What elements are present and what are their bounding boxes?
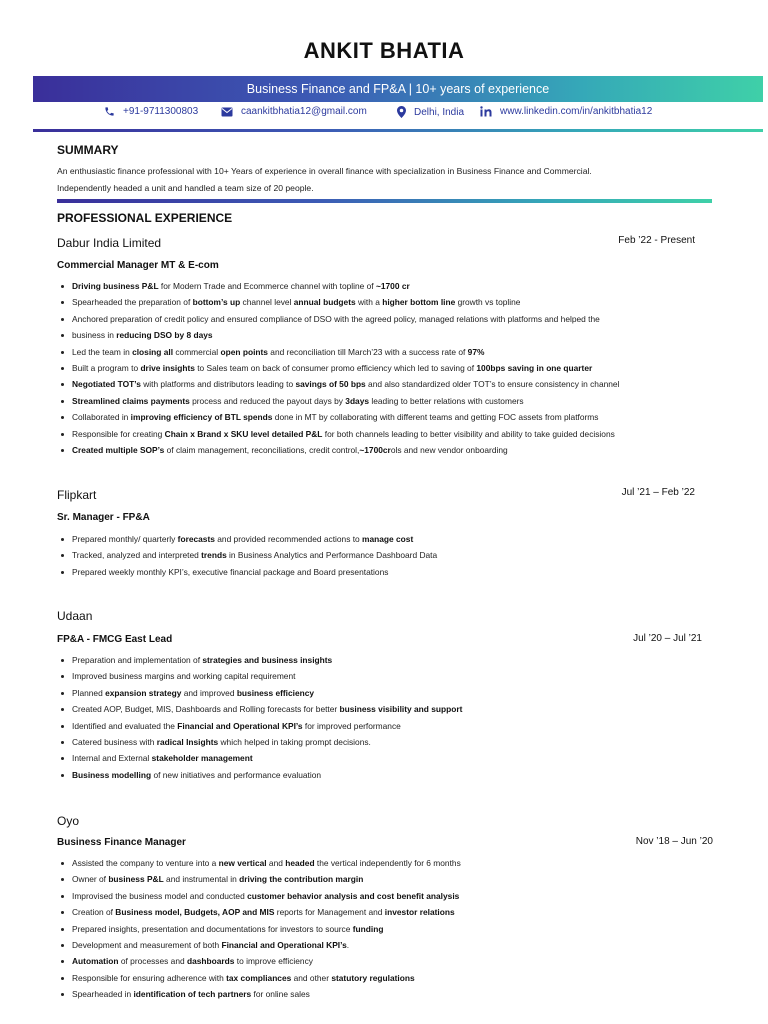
bullet-item — [57, 278, 717, 294]
bullet-text: and provided recommended actions to — [214, 534, 363, 544]
bullet-text: business in — [72, 330, 117, 341]
bullet-text: and other — [291, 972, 332, 983]
contact-phone[interactable] — [104, 106, 198, 117]
bullet-text: Improved business margins and working capital requirement — [72, 671, 296, 682]
bullet-text: to Sales team on back of consumer promo efficiency which led to saving of — [194, 363, 477, 374]
bullet-text: with platforms and distributors leading to — [140, 379, 296, 390]
bullet-text: done in MT by collaborating with different teams and getting FOC assets from platforms — [272, 412, 599, 423]
bullet-emphasis: dashboards — [186, 956, 235, 967]
bullet-item — [57, 344, 717, 360]
bullet-emphasis: strategies and business insights — [202, 655, 333, 665]
bullet-item — [57, 685, 717, 701]
bullet-text: Spearheaded in — [72, 989, 134, 1000]
bullet-item — [57, 442, 717, 458]
bullet-emphasis: improving efficiency of BTL spends — [130, 412, 273, 423]
bullet-text: the vertical independently for 6 months — [314, 858, 461, 868]
bullet-text: Prepared monthly/ quarterly — [72, 534, 178, 544]
bullet-text: Owner of — [72, 874, 109, 885]
bullet-text: of new initiatives and performance evaluation — [151, 769, 322, 780]
bullet-item — [57, 750, 717, 766]
bullet-text: for both channels leading to better visibility and ability to take guided decisions — [322, 428, 615, 439]
bullet-text: Tracked, analyzed and interpreted — [72, 550, 202, 561]
job-role: Sr. Manager - FP&A — [57, 512, 150, 523]
bullet-text: Prepared insights, presentation and documentations for investors to source — [72, 923, 353, 934]
bullet-text: Planned — [72, 687, 106, 698]
bullet-emphasis: 3days — [345, 395, 370, 406]
company-name: Udaan — [57, 609, 93, 623]
bullet-emphasis: business efficiency — [236, 687, 315, 698]
bullet-emphasis: Created multiple SOP’s — [72, 445, 165, 456]
bullet-text: Identified and evaluated the — [72, 720, 178, 731]
bullet-text: leading to better relations with customers — [369, 395, 524, 406]
job-bullets — [57, 278, 717, 458]
contact-email[interactable] — [221, 106, 367, 117]
bullet-emphasis: headed — [285, 858, 315, 868]
job-role: Business Finance Manager — [57, 837, 186, 848]
bullet-emphasis: ~1700cr — [359, 445, 391, 456]
bullet-item — [57, 393, 717, 409]
contact-linkedin[interactable] — [480, 106, 652, 117]
company-name: Dabur India Limited — [57, 236, 162, 250]
bullet-emphasis: Negotiated TOT’s — [72, 379, 141, 390]
bullet-emphasis: higher bottom line — [382, 297, 456, 308]
summary-line: An enthusiastic finance professional with 10+ Years of experience in overall finance with specialization in Business Finance and Commercial. — [57, 166, 592, 176]
bullet-item — [57, 327, 717, 343]
phone-icon — [104, 106, 115, 117]
bullet-emphasis: customer behavior analysis and cost benefit analysis — [247, 890, 460, 901]
bullet-emphasis: business visibility and support — [339, 704, 463, 715]
bullet-item — [57, 871, 717, 887]
bullet-emphasis: ~1700 cr — [375, 281, 410, 291]
bullet-text: channel level — [240, 297, 294, 308]
bullet-text: Internal and External — [72, 753, 152, 764]
bullet-text: Development and measurement of both — [72, 940, 222, 951]
contact-location — [397, 106, 464, 118]
bullet-item — [57, 767, 717, 783]
bullet-text: and instrumental in — [163, 874, 240, 885]
bullet-text: commercial — [173, 346, 221, 357]
bullet-emphasis: annual budgets — [293, 297, 356, 308]
bullet-emphasis: Business model, Budgets, AOP and MIS — [115, 907, 275, 918]
bullet-emphasis: Business modelling — [72, 769, 152, 780]
bullet-text: Anchored preparation of credit policy and ensured compliance of DSO with the agreed policy, managed relations with platforms and helped the — [72, 313, 600, 324]
bullet-emphasis: 100bps saving in one quarter — [476, 363, 593, 374]
bullet-item — [57, 426, 717, 442]
job-role: FP&A - FMCG East Lead — [57, 634, 173, 645]
bullet-item — [57, 970, 717, 986]
bullet-text: Collaborated in — [72, 412, 131, 423]
linkedin-icon — [480, 106, 492, 117]
bullet-item — [57, 531, 717, 547]
email-text: caankitbhatia12@gmail.com — [241, 106, 367, 117]
bullet-text: for online sales — [251, 989, 310, 1000]
bullet-item — [57, 921, 717, 937]
bullet-text: of claim management, reconciliations, credit control, — [164, 445, 360, 456]
company-name: Oyo — [57, 814, 80, 828]
bullet-text: Improvised the business model and conducted — [72, 890, 248, 901]
bullet-emphasis: Financial and Operational KPI’s — [221, 940, 347, 951]
bullet-text: Responsible for ensuring adherence with — [72, 972, 227, 983]
bullet-item — [57, 409, 717, 425]
bullet-emphasis: open points — [220, 346, 268, 357]
bullet-text: in Business Analytics and Performance Dashboard Data — [226, 550, 438, 561]
phone-text: +91-9711300803 — [123, 106, 199, 117]
bullet-emphasis: expansion strategy — [105, 687, 182, 698]
bullet-text: of processes and — [118, 956, 187, 967]
bullet-emphasis: driving the contribution margin — [239, 874, 364, 885]
bullet-text: with a — [355, 297, 383, 308]
bullet-text: process and reduced the payout days by — [189, 395, 346, 406]
bullet-emphasis: stakeholder management — [151, 753, 253, 764]
bullet-text: Assisted the company to venture into a — [72, 858, 219, 868]
bullet-emphasis: drive insights — [140, 363, 195, 374]
bullet-emphasis: identification of tech partners — [133, 989, 252, 1000]
bullet-text: for improved performance — [302, 720, 401, 731]
bullet-emphasis: closing all — [132, 346, 174, 357]
job-dates: Feb ’22 - Present — [618, 235, 695, 246]
bullet-text: which helped in taking prompt decisions. — [218, 737, 371, 748]
bullet-emphasis: bottom’s up — [192, 297, 241, 308]
contact-bar — [0, 106, 768, 122]
bullet-text: Preparation and implementation of — [72, 655, 203, 665]
bullet-item — [57, 734, 717, 750]
bullet-item — [57, 376, 717, 392]
bullet-text: . — [346, 940, 350, 951]
bullet-emphasis: Financial and Operational KPI’s — [177, 720, 303, 731]
bullet-item — [57, 937, 717, 953]
bullet-item — [57, 904, 717, 920]
bullet-item — [57, 718, 717, 734]
bullet-text: growth vs topline — [455, 297, 521, 308]
bullet-text: Responsible for creating — [72, 428, 165, 439]
bullet-emphasis: savings of 50 bps — [295, 379, 366, 390]
bullet-item — [57, 701, 717, 717]
bullet-emphasis: 97% — [467, 346, 485, 357]
header-divider — [33, 129, 763, 132]
bullet-text: to improve efficiency — [234, 956, 313, 967]
job-dates: Jul ’20 – Jul ’21 — [633, 633, 702, 644]
bullet-text: Built a program to — [72, 363, 141, 374]
bullet-emphasis: Automation — [72, 956, 119, 967]
job-bullets — [57, 531, 717, 580]
bullet-item — [57, 311, 717, 327]
bullet-text: ols and new vendor onboarding — [390, 445, 508, 456]
bullet-text: Prepared weekly monthly KPI’s, executive financial package and Board presentations — [72, 566, 389, 577]
summary-text — [57, 163, 707, 196]
bullet-text: and also standardized older TOT’s to ensure consistency in channel — [365, 379, 620, 390]
job-dates: Jul ’21 – Feb ’22 — [621, 487, 695, 498]
bullet-emphasis: reducing DSO by 8 days — [116, 330, 213, 341]
bullet-emphasis: forecasts — [177, 534, 215, 544]
bullet-emphasis: business P&L — [108, 874, 164, 885]
bullet-item — [57, 547, 717, 563]
bullet-item — [57, 855, 717, 871]
location-pin-icon — [397, 106, 406, 118]
bullet-text: for Modern Trade and Ecommerce channel with topline of — [158, 281, 376, 291]
candidate-name: ANKIT BHATIA — [303, 38, 465, 63]
bullet-text: Creation of — [72, 907, 116, 918]
bullet-text: Led the team in — [72, 346, 133, 357]
bullet-emphasis: Driving business P&L — [72, 281, 159, 291]
bullet-text: Created AOP, Budget, MIS, Dashboards and Rolling forecasts for better — [72, 704, 340, 715]
bullet-text: Spearheaded the preparation of — [72, 297, 193, 308]
bullet-emphasis: Chain x Brand x SKU level detailed P&L — [164, 428, 323, 439]
job-bullets — [57, 652, 717, 783]
bullet-item — [57, 953, 717, 969]
bullet-text: Catered business with — [72, 737, 157, 748]
company-name: Flipkart — [57, 488, 97, 502]
mail-icon — [221, 107, 233, 117]
bullet-emphasis: investor relations — [384, 907, 455, 918]
bullet-item — [57, 360, 717, 376]
summary-heading: SUMMARY — [57, 143, 119, 157]
bullet-item — [57, 294, 717, 310]
bullet-emphasis: funding — [352, 923, 384, 934]
job-dates: Nov ’18 – Jun ’20 — [635, 836, 713, 847]
job-role: Commercial Manager MT & E-com — [57, 260, 219, 271]
bullet-emphasis: radical Insights — [156, 737, 219, 748]
bullet-item — [57, 668, 717, 684]
bullet-item — [57, 652, 717, 668]
summary-line: Independently headed a unit and handled a team size of 20 people. — [57, 182, 314, 193]
summary-divider — [57, 199, 712, 203]
bullet-item — [57, 986, 717, 1002]
bullet-item — [57, 564, 717, 580]
bullet-emphasis: tax compliances — [226, 972, 292, 983]
bullet-emphasis: new vertical — [218, 858, 267, 868]
headline-banner: Business Finance and FP&A | 10+ years of experience — [33, 76, 763, 102]
job-bullets — [57, 855, 717, 1003]
bullet-text: and reconciliation till March’23 with a success rate of — [267, 346, 468, 357]
bullet-text: and — [266, 858, 286, 868]
bullet-text: reports for Management and — [274, 907, 385, 918]
bullet-emphasis: trends — [201, 550, 227, 561]
bullet-text: and improved — [181, 687, 237, 698]
bullet-emphasis: manage cost — [362, 534, 414, 544]
bullet-item — [57, 888, 717, 904]
bullet-emphasis: statutory regulations — [331, 972, 415, 983]
linkedin-text: www.linkedin.com/in/ankitbhatia12 — [500, 106, 653, 117]
experience-heading: PROFESSIONAL EXPERIENCE — [57, 211, 233, 225]
bullet-emphasis: Streamlined claims payments — [72, 395, 190, 406]
location-text: Delhi, India — [414, 106, 465, 118]
